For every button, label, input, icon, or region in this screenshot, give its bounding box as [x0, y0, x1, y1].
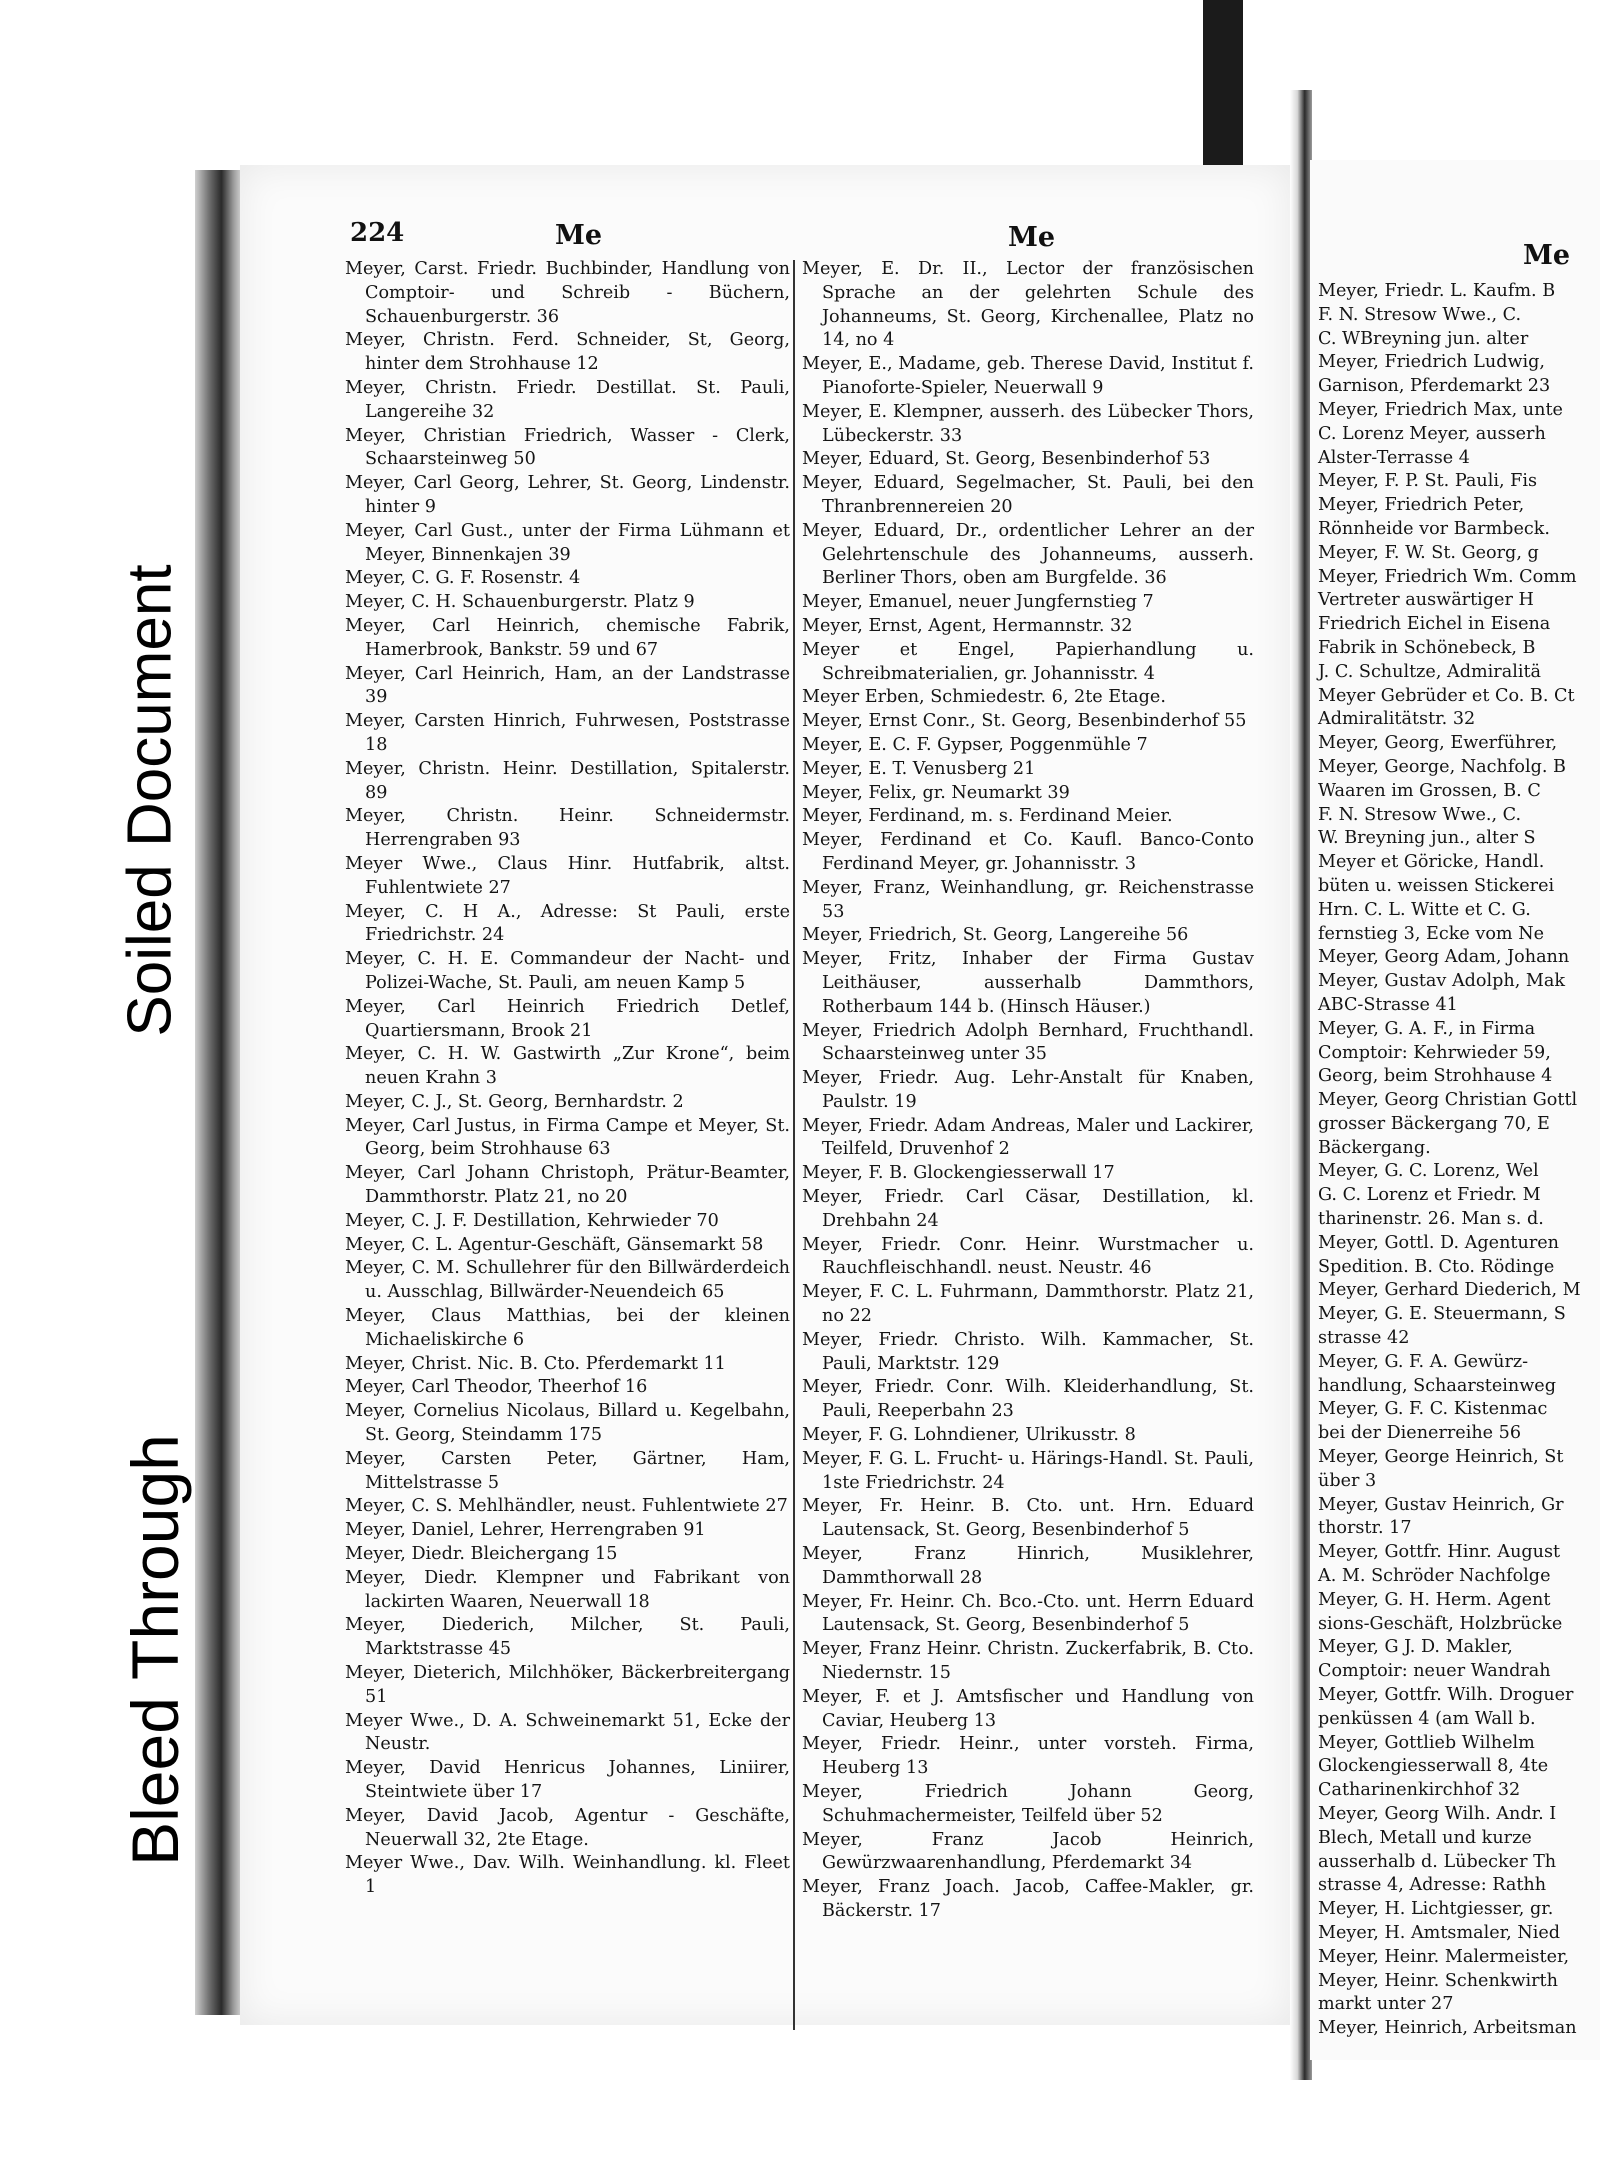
- directory-entry: Meyer, Franz Jacob Heinrich, Gewürzwaarenhandlung, Pferdemarkt 34: [802, 1829, 1254, 1874]
- running-head-next-page: Me: [1523, 240, 1571, 271]
- directory-entry: Meyer, Carl Gust., unter der Firma Lühmann et Meyer, Binnenkajen 39: [345, 520, 790, 565]
- soiled-document-text: Soiled Document: [115, 563, 185, 1037]
- directory-entry: Meyer, Ferdinand, m. s. Ferdinand Meier.: [802, 806, 1173, 827]
- directory-entry: Meyer, Emanuel, neuer Jungfernstieg 7: [802, 592, 1154, 613]
- directory-entry: handlung, Schaarsteinweg: [1318, 1375, 1556, 1396]
- column-divider: [793, 260, 795, 2030]
- directory-entry: Meyer, Fr. Heinr. B. Cto. unt. Hrn. Eduard Lautensack, St. Georg, Besenbinderhof 5: [802, 1496, 1254, 1541]
- directory-entry: Meyer, H. Amtsmaler, Nied: [1318, 1922, 1561, 1943]
- directory-entry: Meyer, Gerhard Diederich, M: [1318, 1280, 1581, 1301]
- directory-entry: Meyer, Carl Johann Christoph, Prätur-Beamter, Dammthorstr. Platz 21, no 20: [345, 1163, 790, 1208]
- directory-entry: Garnison, Pferdemarkt 23: [1318, 376, 1551, 397]
- directory-entry: G. C. Lorenz et Friedr. M: [1318, 1185, 1541, 1206]
- directory-entry: Meyer, Ferdinand et Co. Kaufl. Banco-Conto Ferdinand Meyer, gr. Johannisstr. 3: [802, 830, 1254, 874]
- directory-entry: Meyer, C. H. Schauenburgerstr. Platz 9: [345, 592, 695, 613]
- directory-entry: Meyer, Heinrich, Arbeitsman: [1318, 2018, 1577, 2039]
- directory-entry: Meyer, Heinr. Malermeister,: [1318, 1946, 1570, 1967]
- directory-entry: Meyer, Franz Joach. Jacob, Caffee-Makler, gr. Bäckerstr. 17: [802, 1877, 1254, 1921]
- directory-entry: Meyer, Gustav Adolph, Mak: [1318, 971, 1566, 992]
- directory-entry: strasse 4, Adresse: Rathh: [1318, 1875, 1547, 1896]
- directory-entry: ausserhalb d. Lübecker Th: [1318, 1851, 1557, 1872]
- directory-entry: Meyer, Ernst, Agent, Hermannstr. 32: [802, 615, 1133, 636]
- directory-entry: Meyer, Diedr. Bleichergang 15: [345, 1544, 618, 1565]
- directory-entry: strasse 42: [1318, 1328, 1410, 1349]
- directory-entry: Meyer, Christn. Ferd. Schneider, St, Georg, hinter dem Strohhause 12: [345, 330, 790, 375]
- directory-entry: Meyer, Carl Heinrich Friedrich Detlef, Quartiersmann, Brook 21: [345, 996, 790, 1041]
- directory-entry: Meyer, F. et J. Amtsfischer und Handlung von Caviar, Heuberg 13: [802, 1686, 1254, 1731]
- directory-entry: Meyer, F. G. Lohndiener, Ulrikusstr. 8: [802, 1425, 1136, 1446]
- directory-entry: Meyer, G. A. F., in Firma: [1318, 1018, 1536, 1039]
- directory-entry: Meyer, Gottlieb Wilhelm: [1318, 1732, 1535, 1753]
- directory-entry: Meyer, Diederich, Milcher, St. Pauli, Marktstrasse 45: [345, 1615, 790, 1660]
- page-gutter: [1290, 90, 1312, 2080]
- directory-entry: Meyer, G. C. Lorenz, Wel: [1318, 1161, 1539, 1182]
- directory-entry: Meyer, Friedrich Johann Georg, Schuhmachermeister, Teilfeld über 52: [802, 1782, 1254, 1826]
- directory-entry: Meyer et Göricke, Handl.: [1318, 852, 1545, 873]
- directory-entry: Meyer, Friedrich, St. Georg, Langereihe 56: [802, 925, 1189, 946]
- directory-entry: Meyer, George, Nachfolg. B: [1318, 756, 1566, 777]
- right-column: [802, 258, 1254, 1924]
- directory-entry: Blech, Metall und kurze: [1318, 1827, 1532, 1848]
- directory-entry: Meyer, Christ. Nic. B. Cto. Pferdemarkt 11: [345, 1353, 726, 1374]
- directory-entry: Meyer, Claus Matthias, bei der kleinen Michaeliskirche 6: [345, 1306, 790, 1350]
- directory-entry: Meyer, David Jacob, Agentur - Geschäfte, Neuerwall 32, 2te Etage.: [345, 1805, 790, 1850]
- directory-entry: Meyer, Diedr. Klempner und Fabrikant von lackirten Waaren, Neuerwall 18: [345, 1567, 790, 1612]
- directory-entry: Meyer, Heinr. Schenkwirth: [1318, 1970, 1558, 1991]
- directory-entry: Meyer, Carsten Hinrich, Fuhrwesen, Poststrasse 18: [345, 711, 790, 755]
- directory-entry: Meyer, Friedr. Christo. Wilh. Kammacher, St. Pauli, Marktstr. 129: [802, 1329, 1254, 1374]
- directory-entry: Meyer, Eduard, Segelmacher, St. Pauli, bei den Thranbrennereien 20: [802, 473, 1254, 517]
- directory-entry: bei der Dienerreihe 56: [1318, 1423, 1522, 1444]
- directory-entry: Meyer, Gottfr. Wilh. Droguer: [1318, 1685, 1574, 1706]
- directory-entry: penküssen 4 (am Wall b.: [1318, 1708, 1536, 1729]
- directory-entry: Meyer, Gottfr. Hinr. August: [1318, 1542, 1561, 1563]
- directory-entry: Meyer, Georg Wilh. Andr. I: [1318, 1804, 1557, 1824]
- directory-entry: Waaren im Grossen, B. C: [1318, 780, 1541, 801]
- directory-entry: fernstieg 3, Ecke vom Ne: [1318, 923, 1545, 944]
- next-page-column: [1318, 280, 1600, 2041]
- directory-entry: Meyer, E. C. F. Gypser, Poggenmühle 7: [802, 734, 1148, 755]
- directory-entry: ABC-Strasse 41: [1318, 994, 1458, 1015]
- directory-entry: Meyer, Ernst Conr., St. Georg, Besenbinderhof 55: [802, 711, 1247, 732]
- directory-entry: Meyer, Carst. Friedr. Buchbinder, Handlung von Comptoir- und Schreib - Büchern, Schauenburgerstr. 36: [345, 259, 790, 327]
- directory-entry: Meyer, C. J., St. Georg, Bernhardstr. 2: [345, 1091, 684, 1112]
- directory-entry: Spedition. B. Cto. Rödinge: [1318, 1256, 1555, 1277]
- directory-entry: F. N. Stresow Wwe., C.: [1318, 304, 1522, 325]
- directory-entry: Friedrich Eichel in Eisena: [1318, 614, 1551, 635]
- directory-entry: Meyer Wwe., D. A. Schweinemarkt 51, Ecke der Neustr.: [345, 1710, 790, 1755]
- directory-entry: Meyer, Franz, Weinhandlung, gr. Reichenstrasse 53: [802, 877, 1254, 922]
- directory-entry: Meyer, Friedr. Heinr., unter vorsteh. Firma, Heuberg 13: [802, 1734, 1254, 1779]
- directory-entry: Meyer, Friedr. Carl Cäsar, Destillation, kl. Drehbahn 24: [802, 1187, 1254, 1231]
- bleed-through-text: Bleed Through: [118, 1434, 192, 1866]
- directory-entry: büten u. weissen Stickerei: [1318, 875, 1555, 896]
- directory-entry: Meyer, Christn. Heinr. Schneidermstr. Herrengraben 93: [345, 806, 790, 851]
- directory-entry: Meyer, Friedrich Wm. Comm: [1318, 566, 1577, 587]
- directory-entry: Meyer et Engel, Papierhandlung u. Schreibmaterialien, gr. Johannisstr. 4: [802, 639, 1254, 684]
- directory-entry: Meyer Wwe., Dav. Wilh. Weinhandlung. kl. Fleet 1: [345, 1853, 790, 1898]
- directory-entry: tharinenstr. 26. Man s. d.: [1318, 1209, 1544, 1230]
- directory-entry: Bäckergang.: [1318, 1137, 1431, 1158]
- directory-entry: Meyer, Georg Christian Gottl: [1318, 1090, 1578, 1111]
- directory-entry: Meyer, C. J. F. Destillation, Kehrwieder 70: [345, 1210, 719, 1231]
- directory-entry: Meyer, Carl Heinrich, Ham, an der Landstrasse 39: [345, 663, 790, 708]
- directory-entry: Meyer, Georg, Ewerführer,: [1318, 733, 1558, 754]
- directory-entry: Meyer, F. G. L. Frucht- u. Härings-Handl. St. Pauli, 1ste Friedrichstr. 24: [802, 1448, 1254, 1493]
- directory-entry: Meyer, C. H A., Adresse: St Pauli, erste Friedrichstr. 24: [345, 901, 790, 946]
- book-spine-edge: [195, 170, 243, 2015]
- directory-entry: Meyer, E. Dr. II., Lector der französischen Sprache an der gelehrten Schule des Johanneums, St. Georg, Kirchenallee, Platz no 14, no 4: [802, 259, 1254, 351]
- running-head-right: Me: [1008, 222, 1056, 253]
- directory-entry: J. C. Schultze, Admiralitä: [1318, 661, 1542, 682]
- left-column: [345, 258, 790, 1900]
- directory-entry: A. M. Schröder Nachfolge: [1318, 1566, 1551, 1587]
- directory-entry: Meyer, Friedrich Ludwig,: [1318, 352, 1545, 373]
- directory-entry: Meyer, C. L. Agentur-Geschäft, Gänsemarkt 58: [345, 1234, 764, 1255]
- directory-entry: Meyer, Friedr. Aug. Lehr-Anstalt für Knaben, Paulstr. 19: [802, 1068, 1254, 1112]
- directory-entry: Meyer, David Henricus Johannes, Liniirer, Steintwiete über 17: [345, 1758, 790, 1802]
- directory-entry: Meyer, Christian Friedrich, Wasser - Clerk, Schaarsteinweg 50: [345, 425, 790, 470]
- directory-entry: Comptoir: Kehrwieder 59,: [1318, 1042, 1551, 1063]
- directory-entry: Meyer, F. B. Glockengiesserwall 17: [802, 1163, 1115, 1184]
- directory-entry: Meyer, E. T. Venusberg 21: [802, 758, 1036, 779]
- directory-entry: Meyer, Christn. Friedr. Destillat. St. Pauli, Langereihe 32: [345, 377, 790, 422]
- directory-entry: Meyer, G. F. C. Kistenmac: [1318, 1399, 1548, 1420]
- directory-entry: Meyer, Franz Hinrich, Musiklehrer, Dammthorwall 28: [802, 1544, 1254, 1588]
- directory-entry: Admiralitätstr. 32: [1318, 709, 1476, 730]
- directory-entry: Meyer Wwe., Claus Hinr. Hutfabrik, altst. Fuhlentwiete 27: [345, 853, 790, 898]
- page-number: 224: [350, 218, 405, 248]
- directory-entry: Alster-Terrasse 4: [1318, 447, 1470, 468]
- directory-entry: Meyer, Felix, gr. Neumarkt 39: [802, 782, 1070, 803]
- directory-entry: Meyer, Carsten Peter, Gärtner, Ham, Mittelstrasse 5: [345, 1448, 790, 1493]
- directory-entry: Meyer, Friedrich Peter,: [1318, 495, 1525, 516]
- directory-entry: Meyer, Franz Heinr. Christn. Zuckerfabrik, B. Cto. Niedernstr. 15: [802, 1639, 1254, 1684]
- directory-entry: Georg, beim Strohhause 4: [1318, 1066, 1553, 1087]
- directory-entry: Meyer, C. H. E. Commandeur der Nacht- und Polizei-Wache, St. Pauli, am neuen Kamp 5: [345, 949, 790, 993]
- directory-entry: grosser Bäckergang 70, E: [1318, 1113, 1550, 1134]
- directory-entry: Meyer, Friedrich Adolph Bernhard, Fruchthandl. Schaarsteinweg unter 35: [802, 1020, 1254, 1065]
- directory-entry: Meyer, C. G. F. Rosenstr. 4: [345, 568, 581, 589]
- directory-entry: Meyer, Carl Theodor, Theerhof 16: [345, 1377, 648, 1398]
- directory-entry: Rönnheide vor Barmbeck.: [1318, 518, 1550, 539]
- directory-entry: Meyer, Gustav Heinrich, Gr: [1318, 1494, 1564, 1515]
- directory-entry: Meyer, F. W. St. Georg, g: [1318, 542, 1539, 563]
- directory-entry: Meyer, G. F. A. Gewürz-: [1318, 1351, 1529, 1372]
- directory-entry: Meyer, Friedr. Conr. Heinr. Wurstmacher u. Rauchfleischhandl. neust. Neustr. 46: [802, 1234, 1254, 1279]
- directory-entry: Meyer, Fr. Heinr. Ch. Bco.-Cto. unt. Herrn Eduard Lautensack, St. Georg, Besenbinderhof 5: [802, 1591, 1254, 1636]
- directory-entry: C. Lorenz Meyer, ausserh: [1318, 423, 1546, 444]
- directory-entry: Meyer, C. S. Mehlhändler, neust. Fuhlentwiete 27: [345, 1496, 788, 1517]
- directory-entry: Meyer, F. P. St. Pauli, Fis: [1318, 471, 1538, 492]
- directory-entry: Meyer, Carl Georg, Lehrer, St. Georg, Lindenstr. hinter 9: [345, 473, 790, 517]
- directory-entry: Meyer, Georg Adam, Johann: [1318, 947, 1570, 968]
- directory-entry: Meyer, H. Lichtgiesser, gr.: [1318, 1899, 1554, 1920]
- directory-entry: Fabrik in Schönebeck, B: [1318, 637, 1536, 658]
- directory-entry: Meyer, Friedr. Adam Andreas, Maler und Lackirer, Teilfeld, Druvenhof 2: [802, 1115, 1254, 1160]
- directory-entry: Hrn. C. L. Witte et C. G.: [1318, 899, 1531, 920]
- directory-entry: Meyer, Eduard, St. Georg, Besenbinderhof 53: [802, 449, 1211, 470]
- directory-entry: Meyer, Fritz, Inhaber der Firma Gustav Leithäuser, ausserhalb Dammthors, Rotherbaum 144 b. (Hinsch Häuser.): [802, 949, 1254, 1017]
- directory-entry: Meyer, George Heinrich, St: [1318, 1447, 1564, 1468]
- directory-entry: Vertreter auswärtiger H: [1318, 590, 1534, 611]
- directory-entry: Meyer, C. H. W. Gastwirth „Zur Krone“, beim neuen Krahn 3: [345, 1044, 790, 1089]
- directory-entry: Meyer, Christn. Heinr. Destillation, Spitalerstr. 89: [345, 758, 790, 803]
- directory-entry: Meyer, Friedr. L. Kaufm. B: [1318, 281, 1556, 301]
- directory-entry: Meyer, E. Klempner, ausserh. des Lübecker Thors, Lübeckerstr. 33: [802, 401, 1254, 446]
- directory-entry: thorstr. 17: [1318, 1518, 1412, 1539]
- directory-entry: Meyer, C. M. Schullehrer für den Billwärderdeich u. Ausschlag, Billwärder-Neuendeich 65: [345, 1258, 790, 1303]
- directory-entry: Meyer, Eduard, Dr., ordentlicher Lehrer an der Gelehrtenschule des Johanneums, ausserh. Berliner Thors, oben am Burgfelde. 36: [802, 520, 1254, 589]
- directory-entry: sions-Geschäft, Holzbrücke: [1318, 1613, 1563, 1634]
- running-head-left: Me: [555, 220, 603, 251]
- directory-entry: Meyer, Friedrich Max, unte: [1318, 399, 1563, 420]
- directory-entry: Meyer, G J. D. Makler,: [1318, 1637, 1513, 1658]
- directory-entry: Meyer Gebrüder et Co. B. Ct: [1318, 685, 1575, 706]
- directory-entry: über 3: [1318, 1470, 1377, 1491]
- directory-entry: Meyer, Carl Heinrich, chemische Fabrik, Hamerbrook, Bankstr. 59 und 67: [345, 615, 790, 660]
- directory-entry: Meyer, Gottl. D. Agenturen: [1318, 1232, 1559, 1253]
- directory-entry: C. WBreyning jun. alter: [1318, 328, 1529, 349]
- directory-entry: Meyer, Friedr. Conr. Wilh. Kleiderhandlung, St. Pauli, Reeperbahn 23: [802, 1377, 1254, 1422]
- directory-entry: markt unter 27: [1318, 1994, 1454, 2015]
- directory-entry: Meyer, F. C. L. Fuhrmann, Dammthorstr. Platz 21, no 22: [802, 1282, 1254, 1327]
- directory-entry: Meyer, G. H. Herm. Agent: [1318, 1589, 1551, 1610]
- directory-entry: F. N. Stresow Wwe., C.: [1318, 804, 1522, 825]
- directory-entry: Meyer, E., Madame, geb. Therese David, Institut f. Pianoforte-Spieler, Neuerwall 9: [802, 354, 1254, 398]
- directory-entry: Meyer, Daniel, Lehrer, Herrengraben 91: [345, 1520, 706, 1541]
- directory-entry: Catharinenkirchhof 32: [1318, 1780, 1521, 1801]
- directory-entry: W. Breyning jun., alter S: [1318, 828, 1536, 849]
- directory-entry: Meyer Erben, Schmiedestr. 6, 2te Etage.: [802, 687, 1166, 708]
- directory-entry: Meyer, G. E. Steuermann, S: [1318, 1304, 1566, 1325]
- directory-entry: Meyer, Carl Justus, in Firma Campe et Meyer, St. Georg, beim Strohhause 63: [345, 1115, 790, 1160]
- directory-entry: Glockengiesserwall 8, 4te: [1318, 1756, 1549, 1777]
- directory-entry: Meyer, Dieterich, Milchhöker, Bäckerbreitergang 51: [345, 1663, 790, 1707]
- directory-entry: Meyer, Cornelius Nicolaus, Billard u. Kegelbahn, St. Georg, Steindamm 175: [345, 1401, 790, 1446]
- directory-entry: Comptoir: neuer Wandrah: [1318, 1661, 1551, 1682]
